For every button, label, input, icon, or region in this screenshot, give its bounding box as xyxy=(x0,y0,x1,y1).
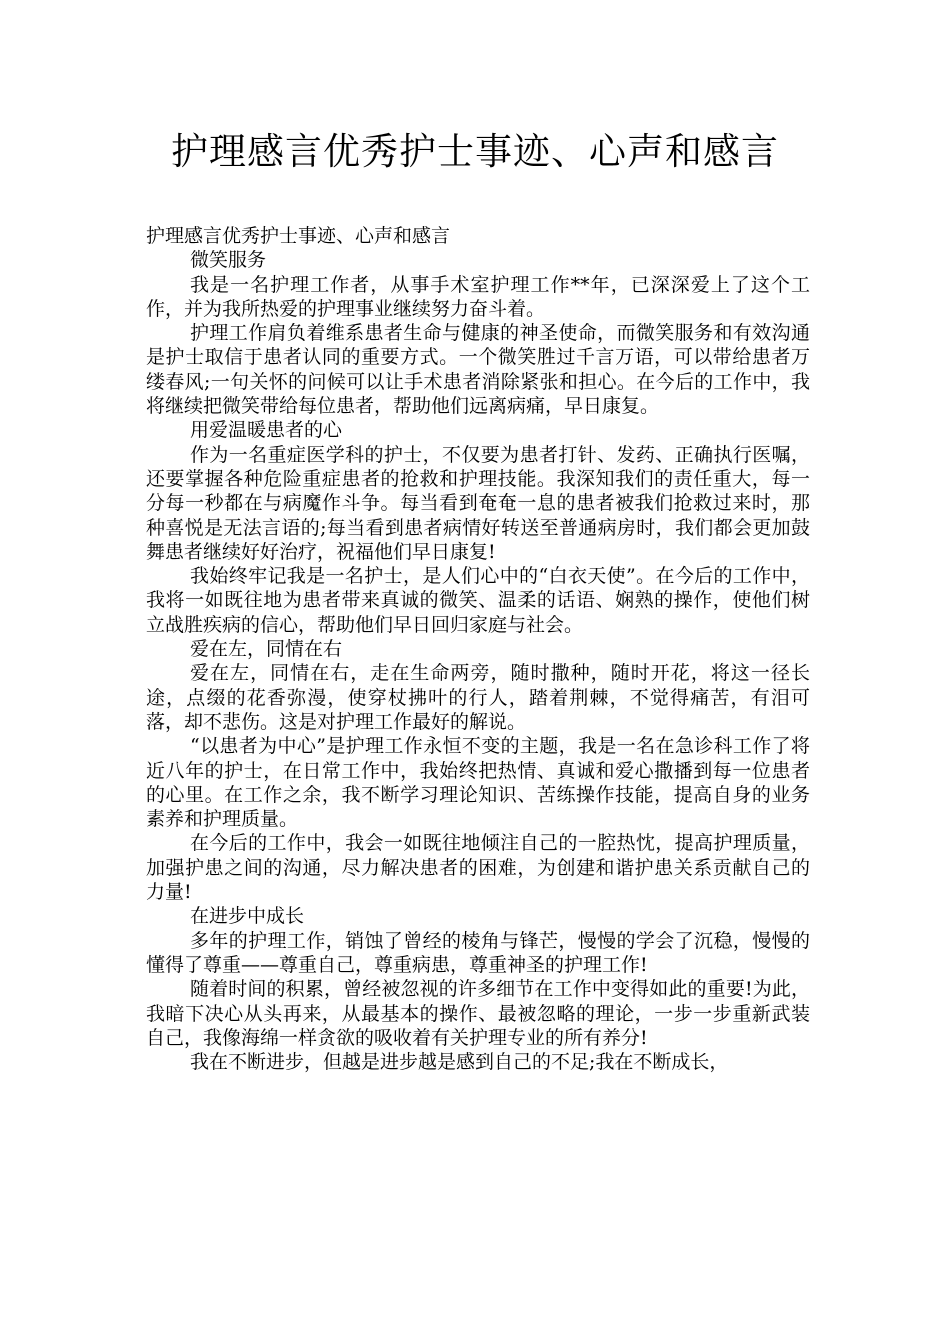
document-body xyxy=(146,224,810,1074)
paragraph: 随着时间的积累，曾经被忽视的许多细节在工作中变得如此的重要!为此，我暗下决心从头再来，从最基本的操作、最被忽略的理论，一步一步重新武装自己，我像海绵一样贪欲的吸收着有关护理专业的所有养分! xyxy=(146,978,810,1049)
paragraph: 护理工作肩负着维系患者生命与健康的神圣使命，而微笑服务和有效沟通是护士取信于患者认同的重要方式。一个微笑胜过千言万语，可以带给患者万缕春风;一句关怀的问候可以让手术患者消除紧张和担心。在今后的工作中，我将继续把微笑带给每位患者，帮助他们远离病痛，早日康复。 xyxy=(146,322,810,418)
document-subtitle: 护理感言优秀护士事迹、心声和感言 xyxy=(146,225,451,247)
section-heading: 微笑服务 xyxy=(190,249,267,272)
paragraph: 多年的护理工作，销蚀了曾经的棱角与锋芒，慢慢的学会了沉稳，慢慢的懂得了尊重——尊重自己，尊重病患，尊重神圣的护理工作! xyxy=(146,929,810,976)
section-heading: 在进步中成长 xyxy=(190,905,305,928)
section-heading: 爱在左，同情在右 xyxy=(190,638,343,661)
paragraph: 作为一名重症医学科的护士，不仅要为患者打针、发药、正确执行医嘱，还要掌握各种危险重症患者的抢救和护理技能。我深知我们的责任重大，每一分每一秒都在与病魔作斗争。每当看到奄奄一息的患者被我们抢救过来时，那种喜悦是无法言语的;每当看到患者病情好转送至普通病房时，我们都会更加鼓舞患者继续好好治疗，祝福他们早日康复! xyxy=(146,443,810,563)
section-heading: 用爱温暖患者的心 xyxy=(190,419,343,442)
paragraph: “以患者为中心”是护理工作永恒不变的主题，我是一名在急诊科工作了将近八年的护士，在日常工作中，我始终把热情、真诚和爱心撒播到每一位患者的心里。在工作之余，我不断学习理论知识、苦练操作技能，提高自身的业务素养和护理质量。 xyxy=(146,735,810,831)
paragraph: 我在不断进步，但越是进步越是感到自己的不足;我在不断成长， xyxy=(190,1051,729,1074)
paragraph: 爱在左，同情在右，走在生命两旁，随时撒种，随时开花，将这一径长途，点缀的花香弥漫，使穿杖拂叶的行人，踏着荆棘，不觉得痛苦，有泪可落，却不悲伤。这是对护理工作最好的解说。 xyxy=(146,662,810,733)
paragraph: 我始终牢记我是一名护士，是人们心中的“白衣天使”。在今后的工作中，我将一如既往地为患者带来真诚的微笑、温柔的话语、娴熟的操作，使他们树立战胜疾病的信心，帮助他们早日回归家庭与社会。 xyxy=(146,565,810,636)
document-title: 护理感言优秀护士事迹、心声和感言 xyxy=(171,130,779,173)
paragraph: 我是一名护理工作者，从事手术室护理工作**年，已深深爱上了这个工作，并为我所热爱的护理事业继续努力奋斗着。 xyxy=(146,273,810,320)
paragraph: 在今后的工作中，我会一如既往地倾注自己的一腔热忱，提高护理质量，加强护患之间的沟通，尽力解决患者的困难，为创建和谐护患关系贡献自己的力量! xyxy=(146,832,810,904)
